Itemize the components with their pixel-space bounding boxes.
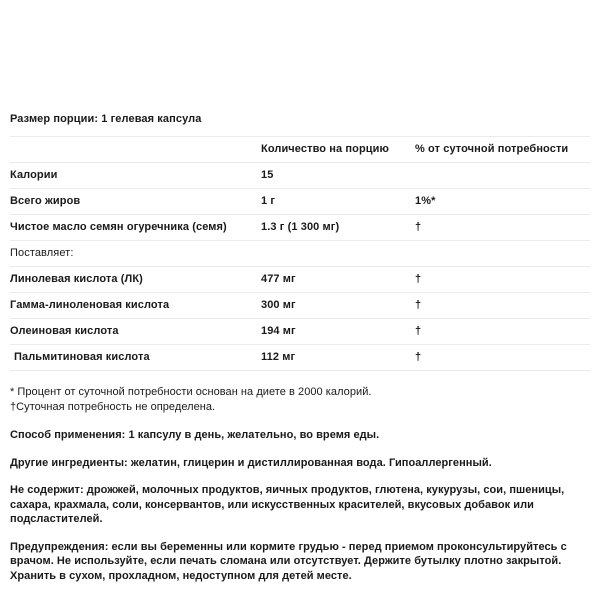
nutrient-daily-value: † (415, 351, 422, 363)
table-row (10, 215, 590, 241)
notes-section (10, 385, 590, 583)
nutrient-amount: 477 мг (261, 273, 296, 285)
nutrient-name: Калории (10, 169, 58, 181)
table-row (10, 345, 590, 371)
nutrient-daily-value: † (415, 325, 422, 337)
nutrient-amount: 300 мг (261, 299, 296, 311)
table-row (10, 189, 590, 215)
nutrient-daily-value: † (415, 273, 422, 285)
table-body (10, 163, 590, 371)
nutrient-name: Чистое масло семян огуречника (семя) (10, 221, 227, 233)
supplement-facts-table (10, 136, 590, 371)
table-row (10, 163, 590, 189)
nutrient-name: Пальмитиновая кислота (14, 351, 150, 363)
footnote-daily-value-not-established: †Суточная потребность не определена. (10, 400, 216, 413)
table-header-row (10, 137, 590, 163)
nutrient-daily-value: † (415, 299, 422, 311)
free-of-text: Не содержит: дрожжей, молочных продуктов, яичных продуктов, глютена, кукурузы, сои, пшеницы, сахара, крахмала, соли, консервантов, или искусственных красителей, вкусовых добавок или подсластителей. (10, 484, 565, 525)
nutrient-amount: 1 г (261, 195, 276, 207)
column-header-amount: Количество на порцию (261, 143, 389, 155)
nutrient-amount: 112 мг (261, 351, 296, 363)
nutrient-amount: 1.3 г (1 300 мг) (261, 221, 340, 233)
other-ingredients-text: Другие ингредиенты: желатин, глицерин и дистиллированная вода. Гипоаллергенный. (10, 456, 492, 469)
nutrient-daily-value: 1%* (415, 195, 436, 207)
nutrient-amount: 194 мг (261, 325, 296, 337)
nutrient-name: Гамма-линоленовая кислота (10, 299, 170, 311)
table-row (10, 319, 590, 345)
table-row-subheader (10, 241, 590, 267)
footnote-percent-daily-value: * Процент от суточной потребности основан на диете в 2000 калорий. (10, 386, 372, 398)
directions-text: Способ применения: 1 капсулу в день, желательно, во время еды. (10, 429, 380, 441)
nutrient-amount (261, 241, 415, 267)
nutrient-amount: 15 (261, 169, 274, 181)
footnotes (10, 385, 590, 414)
nutrient-daily-value: † (415, 221, 422, 233)
nutrient-daily-value (415, 241, 590, 267)
column-header-daily-value: % от суточной потребности (415, 143, 569, 155)
nutrient-name: Всего жиров (10, 195, 81, 207)
nutrient-name: Линолевая кислота (ЛК) (10, 273, 143, 285)
table-header (10, 137, 590, 163)
warnings-text: Предупреждения: если вы беременны или кормите грудью - перед приемом проконсультируйтесь с врачом. Не используйте, если печать сломана или отсутствует. Держите бутылку плотно закрытой. Хранить в сухом, прохладном, недоступном для детей месте. (10, 540, 567, 582)
column-header-nutrient (10, 137, 261, 163)
serving-size-label: Размер порции: 1 гелевая капсула (10, 113, 202, 125)
nutrient-daily-value (415, 163, 590, 189)
table-row (10, 267, 590, 293)
nutrient-subheader-label: Поставляет: (10, 247, 74, 259)
nutrient-name: Олеиновая кислота (10, 325, 119, 337)
table-row (10, 293, 590, 319)
